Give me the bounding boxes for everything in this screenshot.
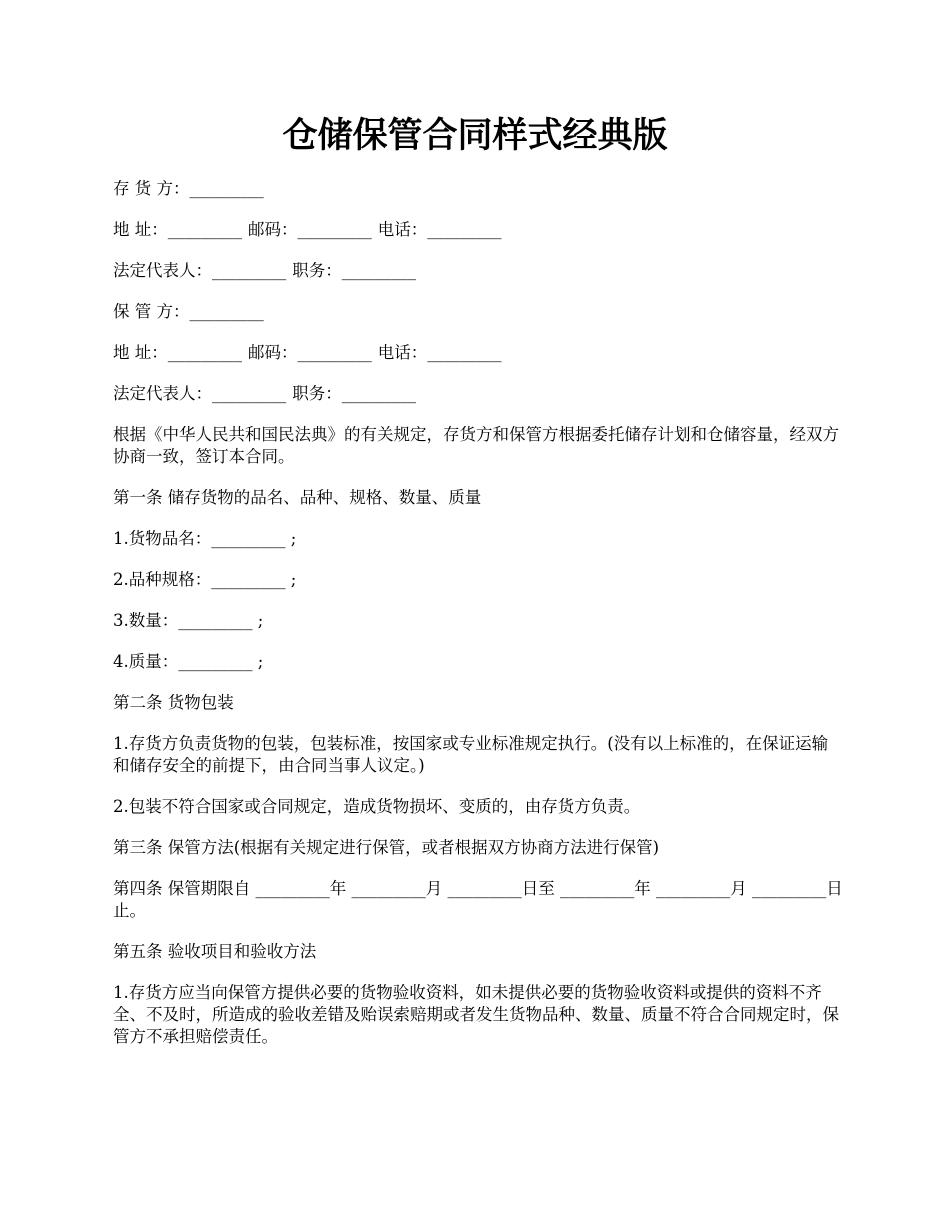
blank-field: _________ xyxy=(167,343,242,362)
depositor-name-line: 存 货 方：_________ xyxy=(113,179,264,198)
preamble: 根据《中华人民共和国民法典》的有关规定，存货方和保管方根据委托储存计划和仓储容量，经双方协商一致，签订本合同。 xyxy=(113,425,839,466)
blank-field: _________ xyxy=(189,302,264,321)
blank-field: _________ xyxy=(427,220,502,239)
blank-field: _________ xyxy=(341,384,416,403)
contract-body xyxy=(113,178,843,1067)
blank-field: _________ xyxy=(212,261,287,280)
blank-field: _________ xyxy=(178,611,253,630)
blank-field: _________ xyxy=(351,879,426,898)
article-5-item-1: 1.存货方应当向保管方提供必要的货物验收资料，如未提供必要的货物验收资料或提供的资料不齐全、不及时，所造成的验收差错及贻误索赔期或者发生货物品种、数量、质量不符合合同规定时，保管方不承担赔偿责任。 xyxy=(113,983,839,1046)
article-2-item-1: 1.存货方负责货物的包装，包装标准，按国家或专业标准规定执行。(没有以上标准的，在保证运输和储存安全的前提下，由合同当事人议定。) xyxy=(113,734,829,775)
blank-field: _________ xyxy=(447,879,522,898)
blank-field: _________ xyxy=(341,261,416,280)
blank-field: _________ xyxy=(178,652,253,671)
article-1-item-2: 2.品种规格：_________ ; xyxy=(113,570,297,589)
blank-field: _________ xyxy=(752,879,827,898)
article-1-item-1: 1.货物品名：_________ ; xyxy=(113,529,297,548)
custodian-rep-line: 法定代表人：_________ 职务：_________ xyxy=(113,384,416,403)
depositor-address-line: 地 址：_________ 邮码：_________ 电话：_________ xyxy=(113,220,502,239)
depositor-rep-line: 法定代表人：_________ 职务：_________ xyxy=(113,261,416,280)
blank-field: _________ xyxy=(212,384,287,403)
blank-field: _________ xyxy=(167,220,242,239)
blank-field: _________ xyxy=(211,529,286,548)
article-1-item-4: 4.质量：_________ ; xyxy=(113,652,264,671)
article-5-heading: 第五条 验收项目和验收方法 xyxy=(113,942,317,961)
blank-field: _________ xyxy=(297,343,372,362)
blank-field: _________ xyxy=(189,179,264,198)
article-2-item-2: 2.包装不符合国家或合同规定，造成货物损坏、变质的，由存货方负责。 xyxy=(113,797,641,816)
custodian-name-line: 保 管 方：_________ xyxy=(113,302,264,321)
blank-field: _________ xyxy=(656,879,731,898)
blank-field: _________ xyxy=(297,220,372,239)
article-1-item-3: 3.数量：_________ ; xyxy=(113,611,264,630)
article-3-heading: 第三条 保管方法(根据有关规定进行保管，或者根据双方协商方法进行保管) xyxy=(113,838,660,857)
article-4-term: 第四条 保管期限自 _________年 _________月 _________日至 _________年 _________月 _________日止。 xyxy=(113,879,843,920)
blank-field: _________ xyxy=(560,879,635,898)
blank-field: _________ xyxy=(255,879,330,898)
blank-field: _________ xyxy=(211,570,286,589)
blank-field: _________ xyxy=(427,343,502,362)
document-title: 仓储保管合同样式经典版 xyxy=(282,115,668,156)
article-2-heading: 第二条 货物包装 xyxy=(113,693,234,712)
article-1-heading: 第一条 储存货物的品名、品种、规格、数量、质量 xyxy=(113,488,482,507)
custodian-address-line: 地 址：_________ 邮码：_________ 电话：_________ xyxy=(113,343,502,362)
